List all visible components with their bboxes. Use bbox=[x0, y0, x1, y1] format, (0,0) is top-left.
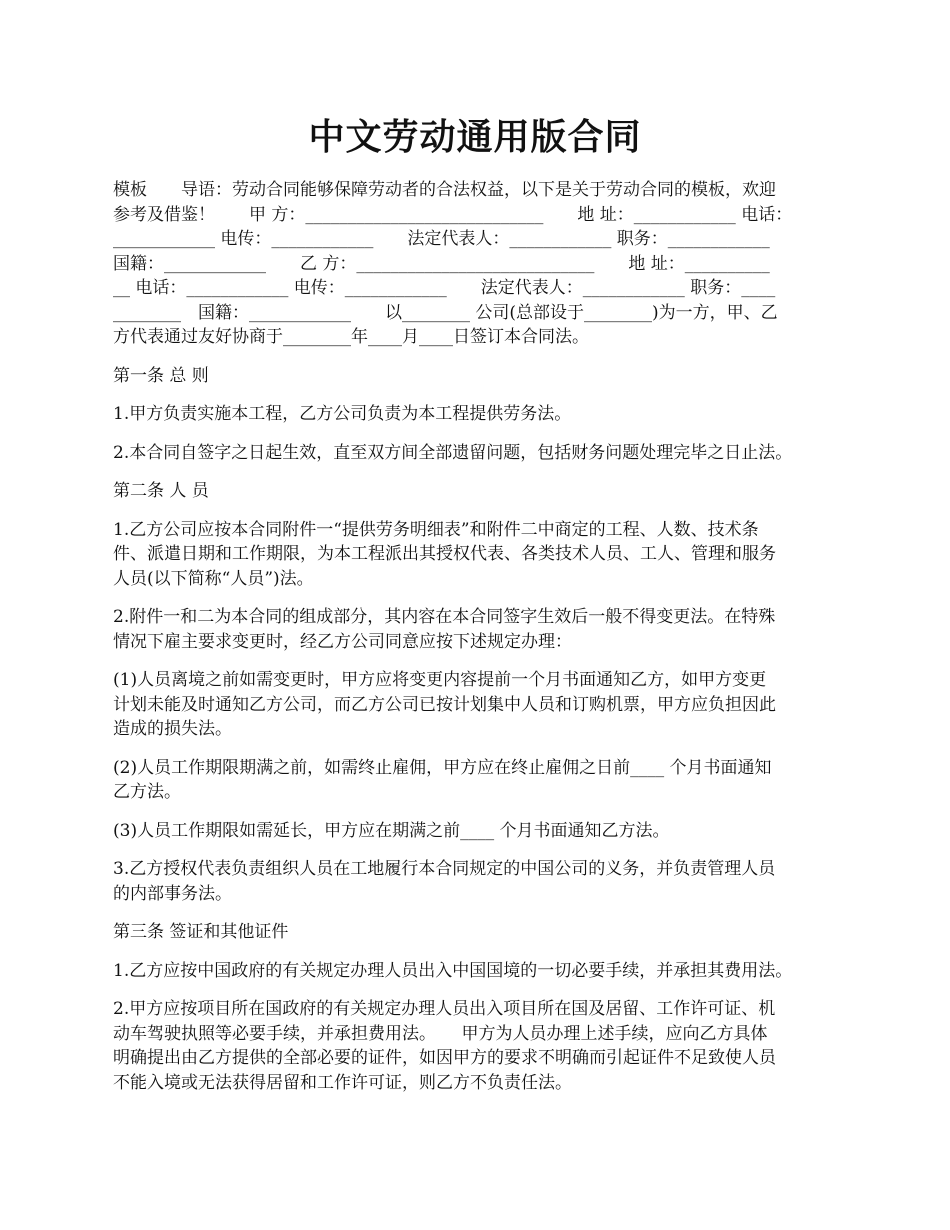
text-line: 件、派遣日期和工作期限，为本工程派出其授权代表、各类技术人员、工人、管理和服务 bbox=[113, 544, 776, 564]
paragraph bbox=[113, 605, 843, 654]
paragraph-gap bbox=[113, 591, 843, 605]
text-line: (1)人员离境之前如需变更时，甲方应将变更内容提前一个月书面通知乙方，如甲方变更 bbox=[113, 670, 767, 690]
text-line: 1.甲方负责实施本工程，乙方公司负责为本工程提供劳务法。 bbox=[113, 404, 572, 424]
text-line: (3)人员工作期限如需延长，甲方应在期满之前____ 个月书面通知乙方法。 bbox=[113, 820, 670, 841]
paragraph-gap bbox=[113, 983, 843, 997]
text-line: 第一条 总 则 bbox=[113, 365, 209, 386]
text-line: 参考及借鉴！ 甲 方：____________________________ 地 址：____________ 电话： bbox=[113, 204, 793, 225]
text-line: 方代表通过友好协商于________年____月____日签订本合同法。 bbox=[113, 327, 589, 347]
paragraph bbox=[113, 668, 843, 742]
text-line: 2.附件一和二为本合同的组成部分，其内容在本合同签字生效后一般不得变更法。在特殊 bbox=[113, 607, 776, 627]
text-line: 乙方法。 bbox=[113, 782, 181, 802]
text-line: 的内部事务法。 bbox=[113, 883, 232, 904]
text-line: 计划未能及时通知乙方公司，而乙方公司已按计划集中人员和订购机票，甲方应负担因此 bbox=[113, 694, 776, 715]
paragraph bbox=[113, 997, 843, 1095]
paragraph bbox=[113, 959, 843, 984]
paragraph bbox=[113, 178, 843, 350]
paragraph bbox=[113, 441, 843, 466]
paragraph bbox=[113, 756, 843, 805]
paragraph-gap bbox=[113, 742, 843, 756]
paragraph-gap bbox=[113, 388, 843, 402]
text-line: 造成的损失法。 bbox=[113, 719, 232, 739]
text-line: 第二条 人 员 bbox=[113, 481, 209, 501]
text-line: 明确提出由乙方提供的全部必要的证件，如因甲方的要求不明确而引起证件不足致使人员 bbox=[113, 1048, 776, 1068]
document-title: 中文劳动通用版合同 bbox=[308, 116, 642, 158]
text-line: 第三条 签证和其他证件 bbox=[113, 922, 289, 942]
paragraph-gap bbox=[113, 945, 843, 959]
text-line: 1.乙方公司应按本合同附件一“提供劳务明细表”和附件二中商定的工程、人数、技术条 bbox=[113, 519, 759, 540]
text-line: 情况下雇主要求变更时，经乙方公司同意应按下述规定办理： bbox=[113, 631, 572, 652]
paragraph-gap bbox=[113, 654, 843, 668]
section-heading bbox=[113, 479, 843, 504]
paragraph-gap bbox=[113, 843, 843, 857]
text-line: 1.乙方应按中国政府的有关规定办理人员出入中国国境的一切必要手续，并承担其费用法。 bbox=[113, 960, 793, 981]
section-heading bbox=[113, 920, 843, 945]
text-line: 3.乙方授权代表负责组织人员在工地履行本合同规定的中国公司的义务，并负责管理人员 bbox=[113, 859, 776, 879]
document-body bbox=[113, 178, 843, 1095]
text-line: ____________ 电传：____________ 法定代表人：____________ 职务：____________ bbox=[113, 229, 770, 249]
paragraph-gap bbox=[113, 465, 843, 479]
paragraph-gap bbox=[113, 350, 843, 364]
paragraph bbox=[113, 518, 843, 592]
text-line: ________ 国籍：____________ 以________ 公司(总部设于________)为一方，甲、乙 bbox=[113, 302, 778, 323]
text-line: 不能入境或无法获得居留和工作许可证，则乙方不负责任法。 bbox=[113, 1072, 572, 1093]
paragraph-gap bbox=[113, 906, 843, 920]
text-line: 模板 导语：劳动合同能够保障劳动者的合法权益，以下是关于劳动合同的模板，欢迎 bbox=[113, 180, 776, 200]
section-heading bbox=[113, 364, 843, 389]
text-line: 人员(以下简称“人员”)法。 bbox=[113, 568, 314, 589]
text-line: 国籍：____________ 乙 方：____________________________ 地 址：__________ bbox=[113, 253, 770, 274]
text-line: __ 电话：____________ 电传：____________ 法定代表人：____________ 职务：____ bbox=[113, 278, 776, 298]
paragraph bbox=[113, 857, 843, 906]
paragraph-gap bbox=[113, 805, 843, 819]
paragraph bbox=[113, 819, 843, 844]
paragraph bbox=[113, 402, 843, 427]
text-line: 2.本合同自签字之日起生效，直至双方间全部遗留问题，包括财务问题处理完毕之日止法。 bbox=[113, 442, 793, 463]
paragraph-gap bbox=[113, 504, 843, 518]
text-line: (2)人员工作期限期满之前，如需终止雇佣，甲方应在终止雇佣之日前____ 个月书面通知 bbox=[113, 757, 772, 778]
paragraph-gap bbox=[113, 427, 843, 441]
text-line: 动车驾驶执照等必要手续，并承担费用法。 甲方为人员办理上述手续，应向乙方具体 bbox=[113, 1023, 768, 1044]
text-line: 2.甲方应按项目所在国政府的有关规定办理人员出入项目所在国及居留、工作许可证、机 bbox=[113, 999, 776, 1019]
